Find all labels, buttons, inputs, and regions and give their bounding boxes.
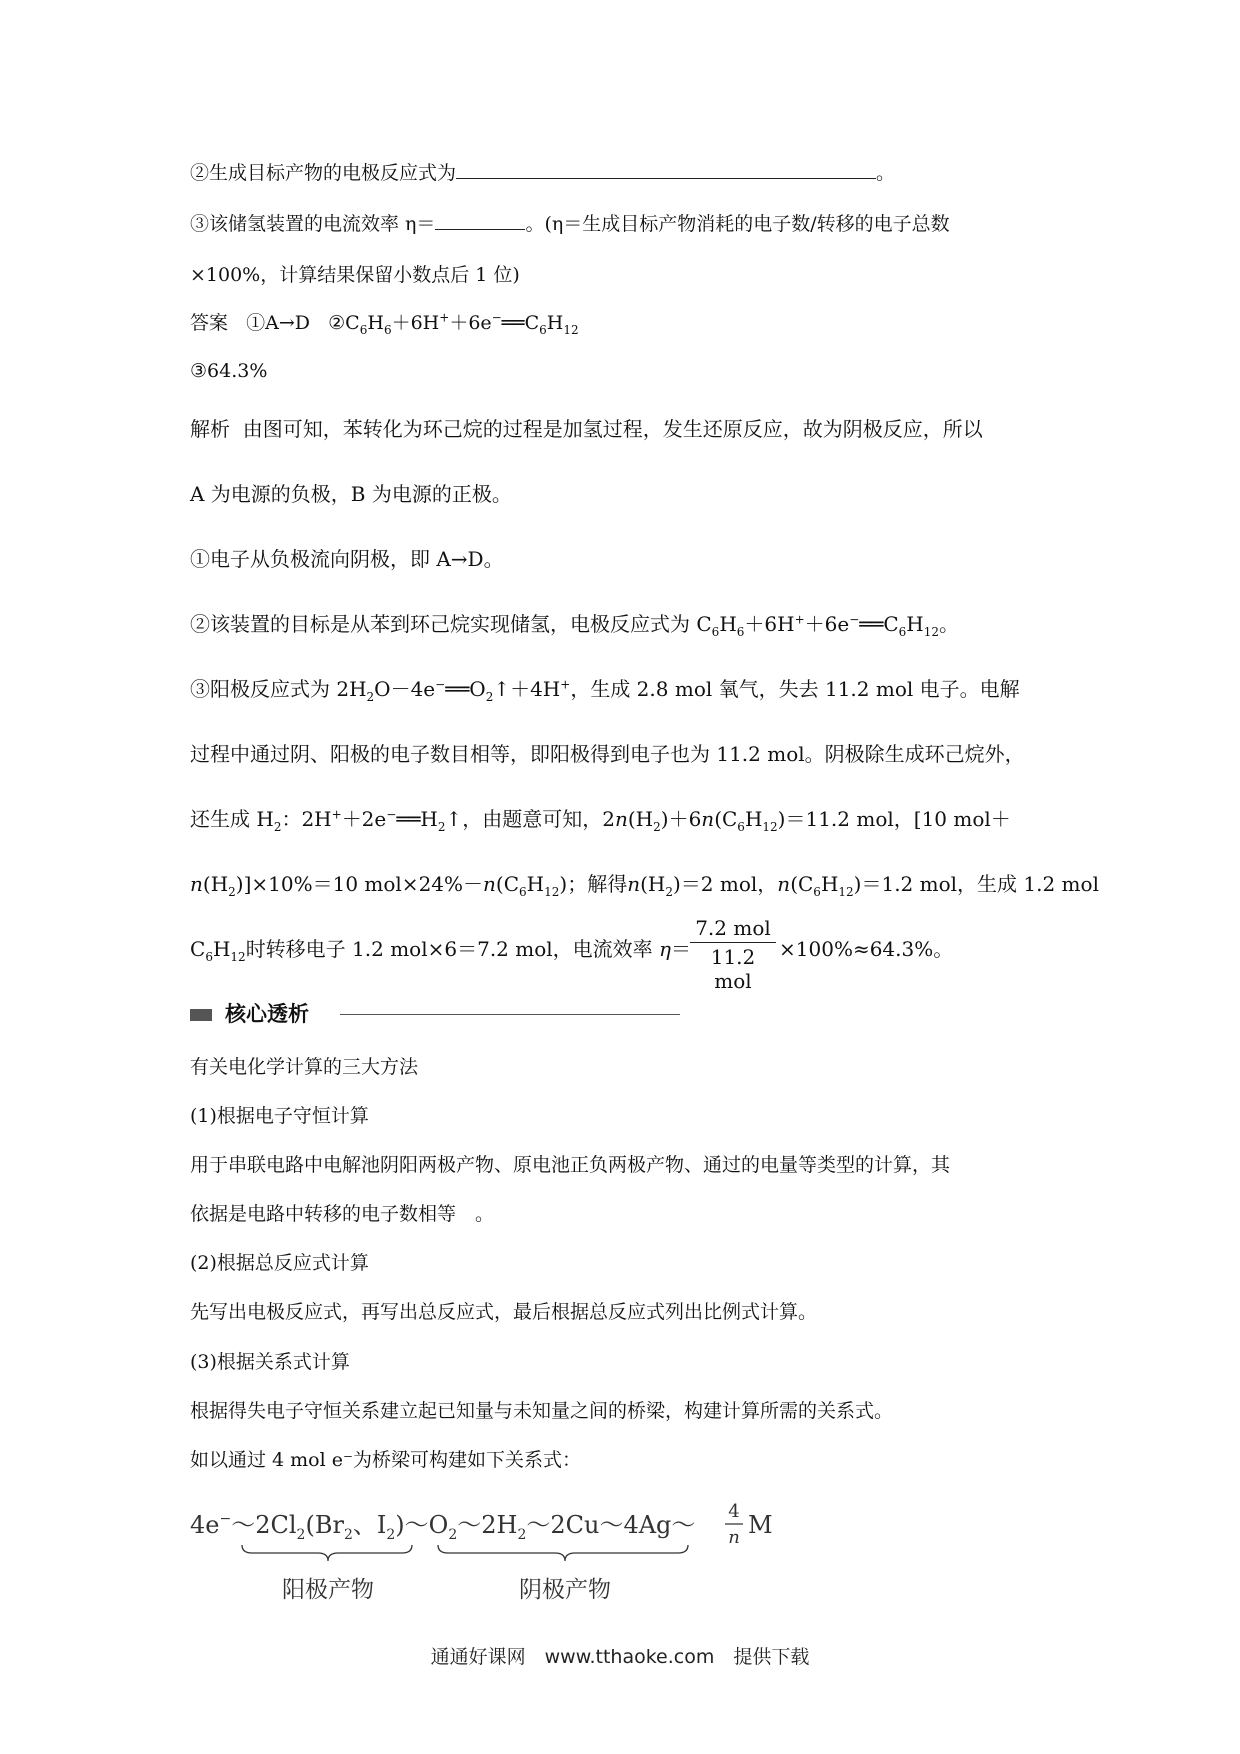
method-2-title: (2)根据总反应式计算 <box>190 1252 369 1274</box>
answer-line: 答案 ①A→D $②C_6H_6+6H^++6e^-══C_6H_{12}$ <box>190 310 579 337</box>
question-2: ②生成目标产物的电极反应式为 。 <box>190 162 896 184</box>
cathode-brace <box>438 1545 688 1561</box>
question-3: ③该储氢装置的电流效率 η＝ 。(η＝生成目标产物消耗的电子数/转移的电子总数 <box>190 213 950 235</box>
relationship-diagram <box>190 1495 790 1610</box>
diagram-m: M <box>748 1511 773 1539</box>
section-rule <box>340 1014 680 1015</box>
method-3-text: 根据得失电子守恒关系建立起已知量与未知量之间的桥梁，构建计算所需的关系式。 <box>190 1400 894 1422</box>
answer-3: ③64.3% <box>190 360 268 382</box>
method-2-text: 先写出电极反应式，再写出总反应式，最后根据总反应式列出比例式计算。 <box>190 1301 818 1323</box>
answer-blank-2 <box>456 160 876 179</box>
method-3-example: 如以通过 4 mol e⁻为桥梁可构建如下关系式： <box>190 1449 582 1471</box>
relationship-formula: $4e^-\sim 2Cl_2(Br_2$、$I_2)\sim O_2\sim 2H_2\sim 2Cu\sim 4Ag\sim$ <box>190 1511 696 1543</box>
anode-brace <box>242 1545 412 1561</box>
method-1-text-1: 用于串联电路中电解池阴阳两极产物、原电池正负两极产物、通过的电量等类型的计算，其 <box>190 1154 951 1176</box>
answer-equation: $②C_6H_6+6H^++6e^-══C_6H_{12}$ <box>328 310 579 337</box>
method-3-title: (3)根据关系式计算 <box>190 1351 350 1373</box>
method-1-title: (1)根据电子守恒计算 <box>190 1105 369 1127</box>
anode-label: 阳极产物 <box>282 1577 374 1603</box>
footer-watermark: 通通好课网 www.tthaoke.com 提供下载 <box>430 1646 810 1668</box>
answer-blank-3 <box>435 211 525 230</box>
diagram-frac-num: 4 <box>728 1501 740 1522</box>
analysis-p7: $n(H_2)]\times 10\%=10$ $mol\times 24\%-n(C_6H_{12})$；解得$n(H_2)=2$ mol，$n(C_6H_{12})=1.2$ mol，生成 1.2 mol <box>190 872 1099 899</box>
analysis-p5: 过程中通过阴、阳极的电子数目相等，即阳极得到电子也为 11.2 mol。阴极除生成环己烷外， <box>190 742 1025 766</box>
fraction-bar <box>690 942 776 943</box>
analysis-p6: 还生成 $H_2$：$2H^++2e^-══H_2↑$，由题意可知，$2n(H_2)+6n(C_6H_{12})=11.2$ mol，[10 mol＋ <box>190 807 1011 834</box>
method-1-text-2: 依据是电路中转移的电子数相等 。 <box>190 1203 495 1225</box>
efficiency-fraction: 7.2 mol 11.2 mol <box>690 916 776 993</box>
section-marker-icon <box>190 1009 212 1021</box>
question-3-continued: ×100%，计算结果保留小数点后 1 位) <box>190 264 520 286</box>
cathode-label: 阴极产物 <box>519 1577 611 1603</box>
analysis-p8: $C_6H_{12}$时转移电子 1.2 mol×6＝7.2 mol，电流效率 η＝ ×100%≈64.3%。 <box>190 937 954 964</box>
section-header: 核心透析 <box>190 999 690 1029</box>
analysis-p1b: A 为电源的负极，B 为电源的正极。 <box>190 482 512 506</box>
analysis-p2: ①电子从负极流向阴极，即 A→D。 <box>190 547 504 571</box>
analysis-p3: ②该装置的目标是从苯到环己烷实现储氢，电极反应式为 $C_6H_6+6H^++6e^-══C_6H_{12}$。 <box>190 612 960 639</box>
method-heading: 有关电化学计算的三大方法 <box>190 1056 419 1078</box>
diagram-frac-den: n <box>728 1527 740 1548</box>
analysis-p4: ③阳极反应式为 $2H_2O-4e^-══O_2↑+4H^+$，生成 2.8 mol 氧气，失去 11.2 mol 电子。电解 <box>190 677 1020 704</box>
analysis-p1: 解析 由图可知，苯转化为环己烷的过程是加氢过程，发生还原反应，故为阴极反应，所以 <box>190 417 983 441</box>
